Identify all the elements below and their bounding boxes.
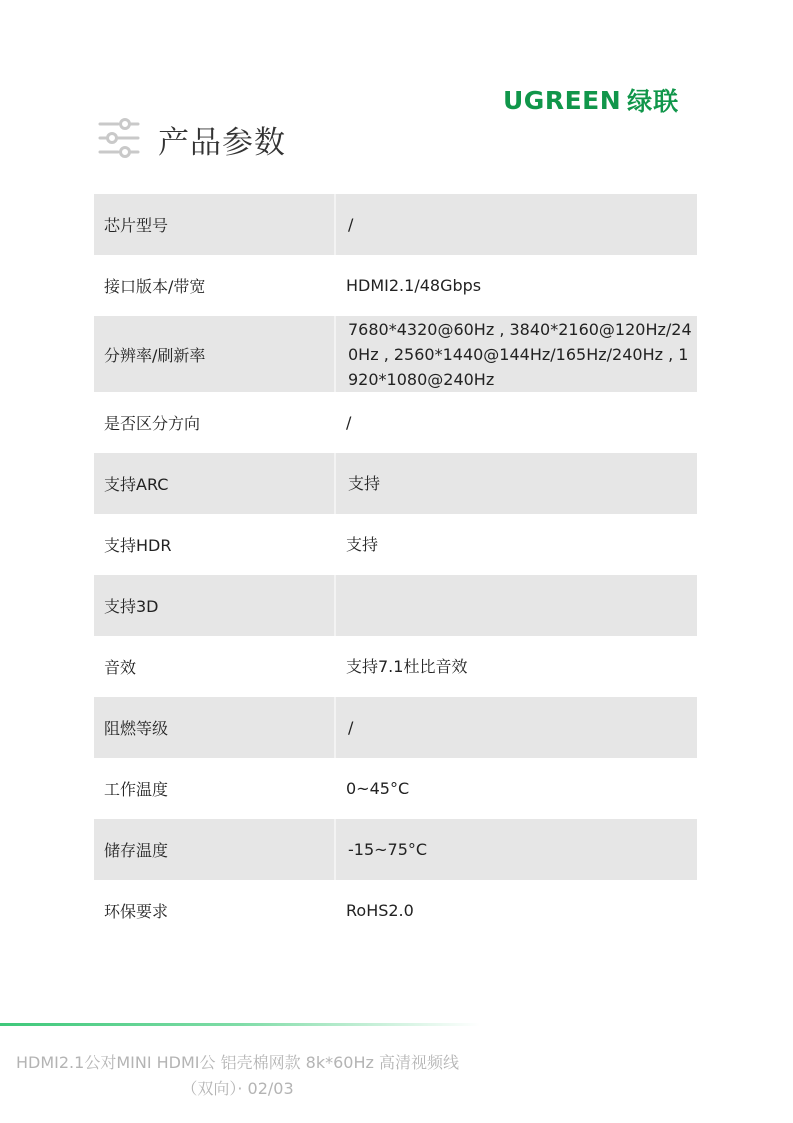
spec-value: / (346, 413, 352, 432)
sliders-icon (98, 118, 140, 158)
spec-label: 支持3D (104, 597, 159, 616)
spec-row (94, 575, 697, 636)
spec-row (94, 316, 697, 392)
spec-row (94, 514, 697, 575)
spec-row (94, 819, 697, 880)
spec-label: 接口版本/带宽 (104, 277, 206, 296)
spec-row (94, 392, 697, 453)
spec-label: 音效 (104, 658, 137, 677)
spec-value: / (334, 697, 697, 758)
spec-label: 是否区分方向 (104, 414, 201, 433)
spec-label: 支持ARC (104, 475, 169, 494)
spec-value: 7680*4320@60Hz , 3840*2160@120Hz/240Hz , 2560*1440@144Hz/165Hz/240Hz , 1920*1080@240Hz (334, 316, 697, 392)
spec-label: 分辨率/刷新率 (104, 345, 206, 365)
page-title: 产品参数 (158, 125, 286, 161)
spec-value: HDMI2.1/48Gbps (346, 276, 482, 295)
footer (0, 1050, 475, 1102)
spec-value: 0~45°C (346, 779, 410, 798)
spec-row (94, 255, 697, 316)
spec-row (94, 758, 697, 819)
spec-value: -15~75°C (334, 819, 697, 880)
footer-page-number: （双向）· 02/03 (181, 1079, 294, 1098)
spec-row (94, 636, 697, 697)
spec-row (94, 880, 697, 941)
spec-label: 芯片型号 (104, 216, 169, 235)
spec-label: 储存温度 (104, 841, 169, 860)
spec-value: 支持7.1杜比音效 (346, 657, 468, 676)
brand-logo-en: UGREEN (503, 85, 622, 115)
footer-divider (0, 1023, 480, 1026)
spec-label: 支持HDR (104, 536, 172, 555)
spec-label: 环保要求 (104, 902, 169, 921)
brand-logo-cn: 绿联 (627, 87, 680, 116)
brand-logo (503, 84, 703, 116)
spec-label: 阻燃等级 (104, 719, 169, 738)
spec-row (94, 453, 697, 514)
spec-value: RoHS2.0 (346, 901, 414, 920)
spec-label: 工作温度 (104, 780, 169, 799)
footer-product-name: HDMI2.1公对MINI HDMI公 铝壳棉网款 8k*60Hz 高清视频线 (16, 1053, 459, 1072)
spec-row (94, 697, 697, 758)
spec-value: 支持 (334, 453, 697, 514)
spec-table (94, 194, 697, 941)
spec-value: / (334, 194, 697, 255)
spec-value (334, 575, 697, 636)
spec-row (94, 194, 697, 255)
spec-value: 支持 (346, 535, 379, 554)
